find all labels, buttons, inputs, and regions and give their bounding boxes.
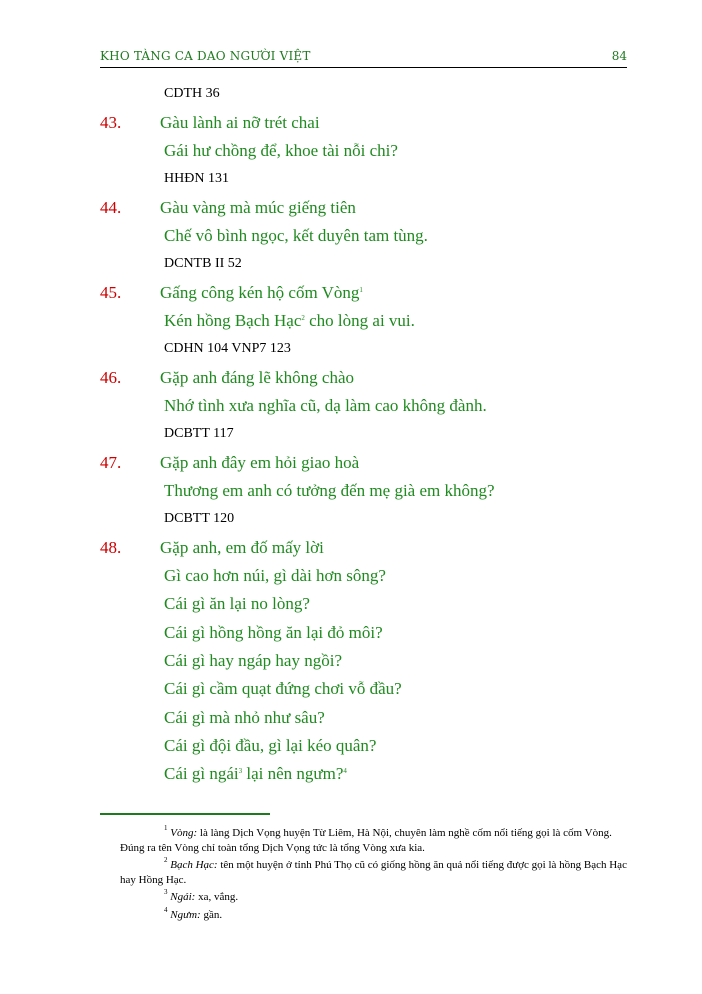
footnote-ref: 2 (301, 314, 305, 322)
verse-line: Nhớ tình xưa nghĩa cũ, dạ làm cao không đành. (164, 396, 487, 415)
verse-line: Thương em anh có tưởng đến mẹ già em không? (164, 481, 495, 500)
verse-line: Cái gì mà nhỏ như sâu? (164, 708, 325, 727)
verse-line: Cái gì hồng hồng ăn lại đỏ môi? (164, 623, 383, 642)
verse-line: Cái gì đội đầu, gì lại kéo quân? (164, 736, 377, 755)
footnote: $^3$ Ngái: xa, vắng. (164, 888, 239, 903)
entry-number: 45. (100, 283, 122, 302)
verse-line: Gì cao hơn núi, gì dài hơn sông? (164, 566, 386, 585)
book-title: KHO TÀNG CA DAO NGƯỜI VIỆT (100, 49, 311, 63)
verse-line: Gặp anh đáng lẽ không chào (160, 368, 355, 387)
footnote: $^4$ Ngưm: gần. (164, 906, 223, 921)
verse-line: Cái gì ngái$^3$ lại nên ngưm?$^4$ (164, 764, 347, 783)
verse-line: Gái hư chồng để, khoe tài nỗi chi? (164, 141, 398, 160)
source-citation: DCBTT 120 (164, 511, 235, 526)
footnote-divider (100, 813, 270, 815)
source-citation: CDHN 104 VNP7 123 (164, 341, 291, 356)
source-citation: DCBTT 117 (164, 426, 234, 441)
entry-number: 48. (100, 538, 122, 557)
verse-line: Cái gì hay ngáp hay ngồi? (164, 651, 342, 670)
footnote: $^2$ Bạch Hạc: tên một huyện ở tỉnh Phú Thọ cũ có giống hồng ăn quả nổi tiếng được gọi là hồng Bạch Hạc hay Hồng Hạc. (120, 856, 627, 886)
verse-line: Gặp anh, em đố mấy lời (160, 538, 324, 557)
verse-line: Cái gì cầm quạt đứng chơi vỗ đầu? (164, 679, 402, 698)
footnote: $^1$ Vòng: là làng Dịch Vọng huyện Từ Liêm, Hà Nội, chuyên làm nghề cốm nổi tiếng gọi là cốm Vòng. Đúng ra tên Vòng chỉ toàn tổng Dịch Vọng tức là tổng Vòng xưa kia. (120, 824, 612, 854)
entry-number: 47. (100, 453, 122, 472)
verse-line: Gặp anh đây em hỏi giao hoà (160, 453, 360, 472)
verse-line: Chế vô bình ngọc, kết duyên tam tùng. (164, 226, 428, 245)
running-header (100, 49, 627, 68)
footnote-ref: 4 (343, 767, 347, 775)
source-citation: HHĐN 131 (164, 171, 229, 186)
page-number: 84 (611, 49, 627, 63)
source-citation: DCNTB II 52 (164, 256, 242, 271)
verse-line: Gàu vàng mà múc giếng tiên (160, 198, 356, 217)
source-citation: CDTH 36 (164, 86, 220, 101)
verse-line: Gấng công kén hộ cốm Vòng$^1$ (160, 283, 363, 302)
verse-line: Gàu lành ai nỡ trét chai (160, 113, 320, 132)
footnote-ref: 1 (359, 286, 363, 294)
footnote-ref: 3 (238, 767, 243, 775)
verse-line: Cái gì ăn lại no lòng? (164, 594, 310, 613)
entry-number: 46. (100, 368, 122, 387)
entry-number: 43. (100, 113, 122, 132)
verse-line: Kén hồng Bạch Hạc$^2$ cho lòng ai vui. (164, 311, 415, 330)
entry-number: 44. (100, 198, 122, 217)
